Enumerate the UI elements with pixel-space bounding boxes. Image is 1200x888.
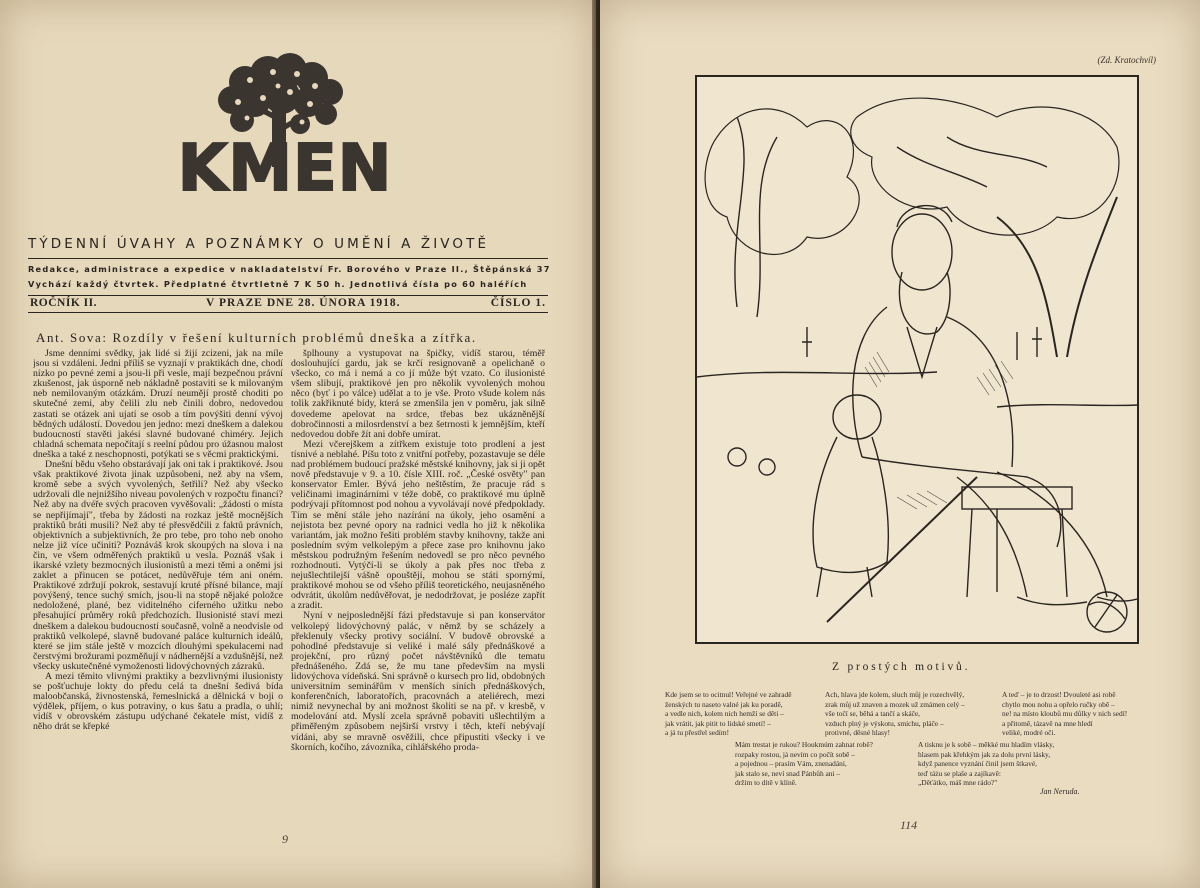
divider [28,258,548,259]
poem-line: ženských tu naseto valné jak ku poradě, [665,699,783,709]
divider [28,312,548,313]
poem-line: „Děťátko, máš mne rádo?" [918,778,998,787]
illustration-drawing [697,77,1137,642]
poem-line: Mám trestat je rukou? Houkmúm zahnat robě? [735,740,873,749]
volume-label: ROČNÍK II. [30,297,97,309]
tree-logo-icon [150,52,420,202]
paragraph: Dnešní bědu všeho obstarávají jak oni tak i praktikové. Jsou však praktikové života jinak uzpůsobeni, než aby na všem, kromě sebe a svých vyvolených, šetřili? Než aby všecko udržovali dle nejnižšího niveau povolených v rozpočtu financí? Než aby na dvéře svých pracoven vyvěšovali: „žádosti o místa se nepřijímají", třeba by žádosti na rozkaz ještě mocnějších praktiků bráti musili? Než aby té přesvědčili z faktů právních, objektivních a subjektivních, že pro tebe, pro toho neb onoho nelze již více učiniti? Poznáváš krok skoupých na slova i na čin, ve všem odměřených praktiků u vesla. Poznáš však i ikarské vzlety bezmocných ilusionistů a mezi těmi a oněmi jsi zaklet a přinucen se potácet, nedůvěřuje tém ani oném. Praktikové zdržují pokrok, sestavují kruté přísné bilance, mají povýšený, tence suchý smích, jsou-li na stopě nějaké položce nedoložené, plané, bez viditelného ciferného užitku nebo přesahující průměry roků předchozích. Ilusionisté staví mezi dneškem a dalekou budoucností současně, volně a neodvisle od praktiků velkolepé, slavně budované paláce kulturních ideálů, které se jim stále ještě v mozcích dlouhými spekulacemi nad čerstvými brožurami pozměňují v nádhernější a vzdušnější, než všecky uskutečněné vymoženosti lidovýchovných zázraků. [33,459,283,672]
poem-line: chytlo mou nohu a opřelo ručky obě – [1002,699,1115,709]
issue-number: ČÍSLO 1. [490,297,546,309]
illustration-credit: (Zd. Kratochvíl) [1097,55,1156,65]
issue-info-row [30,297,546,311]
poem-line: a přitomě, tázavě na mne hledí [1002,718,1093,728]
poem-line: zrak můj už znaven a mozek už zmámen celý – [825,699,965,709]
poem-line: vše točí se, běhá a tančí a skáče, [825,709,921,718]
poem-line: ne! na místo kloubů mu důlky v nich sedí! [1002,709,1128,718]
poem-line: Kde jsem se to ocitnul! Veřejné ve zahradě [665,690,792,699]
poem-line: a vedle nich, kolem nich hemží se děti – [665,709,784,718]
poem-stanza-3 [1002,690,1127,738]
poem-line: A tisknu je k sobě – měkké mu hladím vlásky, [918,740,1055,749]
masthead-logo [150,52,420,202]
editorial-line: Redakce, administrace a expedice v nakladatelství Fr. Borového v Praze II., Štěpánská 37 [28,264,551,274]
poem-line: držím to dítě v klíně. [735,778,797,787]
poem-stanza-5 [918,740,1054,788]
paragraph: A mezi těmito vlivnými praktiky a bezvlivnými ilusionisty se pošťuchuje lokty do předu celá ta dnešní šedivá bída maloobčanská, živnostenská, řemeslnická a dělnická v boji o výdělek, příjem, o kus potraviny, o kus šatu a pradla, o uhlí; vidíš v obrovském zástupu udýchané čekatele míst, vidíš z něho drát se křepké [33,671,283,733]
article-title: Ant. Sova: Rozdíly v řešení kulturních problémů dneška a zítřka. [36,330,477,345]
paragraph: šplhouny a vystupovat na špičky, vidíš starou, téměř doslouhující gardu, jak se krčí resignovaně a opelichaně o všecko, co má i nemá a co jí může být vzato. Co ilusionisté všem slibují, praktikové jen pro několik vyvolených mohou něco (byť i po válce) udělat a to je vše. Proto všude kolem nás tolik zakřiknuté bídy, která se zmenšila jen v poměru, jak silně dovedeme apelovat na srdce, třebas bez ukázněnější dobročinnosti a milosrdenství a bez šetrnosti k jemnějším, kteří nedovedou dobře žít ani dobře umírat. [291,349,545,440]
issue-date: V PRAZE DNE 28. ÚNORA 1918. [206,297,401,309]
subscription-line: Vychází každý čtvrtek. Předplatné čtvrtletně 7 K 50 h. Jednotlivá čísla po 60 haléřích [28,279,528,289]
paragraph: Jsme denními svědky, jak lidé si žijí zcizeni, jak na míle jsou si vzdáleni. Jedni příliš se vyznají v praktikách dne, chodí nízko po pevné zemi a jsou-li při vesle, mají bezpečnou právní zkušenost, jak úsporně neb nákladně postaviti se k milovaným neb nemilovaným otázkám. Druzí neumějí prostě choditi po skutečné zemi, aby čelili zlu neb činili dobro, nedovedou zastati se otázek ani ujatí se osob a tím povýšiti denní vývoj bědných událostí. Dovedou jen jedno: mezi dneškem a dalekou budoucností stavěti jakési slavné budované chiméry. Jejich chladná schemata nepočítají s reelní půdou pro úžasnou malost dneška a také z neschopnosti, potýkati se s věcmi praktickými. [33,349,283,460]
article-column-2 [291,349,545,859]
poem-author: Jan Neruda. [1040,787,1080,796]
poem-line: když panence vyznání činil jsem štkavé, [918,759,1038,768]
page-number-left: 9 [282,832,288,846]
poem-line: rozpaky rostou, já nevím co počít sobě – [735,749,855,759]
left-page [0,0,596,888]
poem-stanza-4 [735,740,873,788]
poem-line: a pojednou – prasím Vám, znenadání, [735,759,847,768]
illustration-old-man-with-child [695,75,1139,644]
poem-line: jak stalo se, neví snad Pánbůh ani – [735,768,841,778]
paragraph: Nyní v nejposlednější fázi představuje si pan konservátor velkolepý lidovýchovný palác, v němž by se scházely a překlenuly všecky protivy sociální. V budově obrovské a pohodlné představuje si veliké i malé sály přednáškové a projekční, pro různý počet návštěvníků dle tematu přednášeného. Zdá se, že mu tane především na mysli lidovýchova vídeňská. Sni správně o kursech pro lid, obdobných universitním seminářům v menších síních přednáškových, konferenčních, laboratořích, pracovnách a ateliérech, mezi nimiž nevynechal by ani možnost školiti se na př. v kresbě, v modelování atd. Myslí zcela správně pobaviti ušlechtilým a přiměřeným způsobem nejširší vrstvy i těch, kteří nebývají vídáni, aby se mravně osvěžili, chce připustiti všecky i ve škorních, kočího, závozníka, cihlářského proda- [291,610,545,753]
poem-title: Z prostých motivů. [832,661,971,673]
article-column-1 [33,349,283,859]
poem-line: teď táżu se plaše a zajíkavě: [918,768,1001,778]
poem-stanza-1 [665,690,791,738]
divider [28,295,548,296]
poem-line: Ach, hlava jde kolem, sluch můj je rozechvělý, [825,690,965,699]
poem-line: vzduch plný je výskotu, smíchu, pláče – [825,718,944,728]
poem-stanza-2 [825,690,965,738]
page-number-right: 114 [900,818,918,832]
poem-line: veliké, modré oči. [1002,728,1056,737]
poem-line: protivné, děsné hlasy! [825,728,891,737]
poem-line: jak vrátit, jak pitit to lidské smetí! – [665,718,771,728]
right-page [600,0,1200,888]
magazine-subtitle: TÝDENNÍ ÚVAHY A POZNÁMKY O UMĚNÍ A ŽIVOTĚ [28,236,490,252]
poem-line: a já tu přestřel sedím! [665,728,730,737]
poem-line: A teď – je to drzost! Dvouleté asi robě [1002,690,1116,699]
magazine-title: KMEN [177,132,393,202]
poem-line: hlasem pak křehkým jak za dolu první lásky, [918,749,1051,759]
paragraph: Mezi včerejškem a zítřkem existuje toto prodlení a jest tísnivé a neblahé. Píšu toto z vnitřní potřeby, pozastavuje se déle nad problémem budoucí pražské městské knihovny, jak si ji opět nově představuje v 9. a 10. čísle XIII. roč. „České osvěty" pan konservator Emler. Bývá jeho neštěstím, že pracuje rád s veličinami imaginárními v téže době, co praktikové mu úplně podrývají přítomnost pod nohou a vyvolávají nové předpoklady. Tím se mění stále jeho nazírání na úkoly, jeho osamění a nejistota bez pevné opory na radnici vedla ho již k několika variantám, jak možno řešiti problém stavby knihovny, takže ani posledním svým velkolepým a přece zase pro knihovnu jako městskou podružným řešením nedovedl se pro něco pevného rozhodnouti. Vytýčí-li se úkoly a pak přes noc třeba z nejušlechtilejší vášně opouštějí, mohou se státi spornými, praktikové mohou se od všeho příliš teoretického, neujasněného odvrátit, úkolům nedůvěřovat, je nedodržovat, je posléze zapřít a zradit. [291,438,545,612]
